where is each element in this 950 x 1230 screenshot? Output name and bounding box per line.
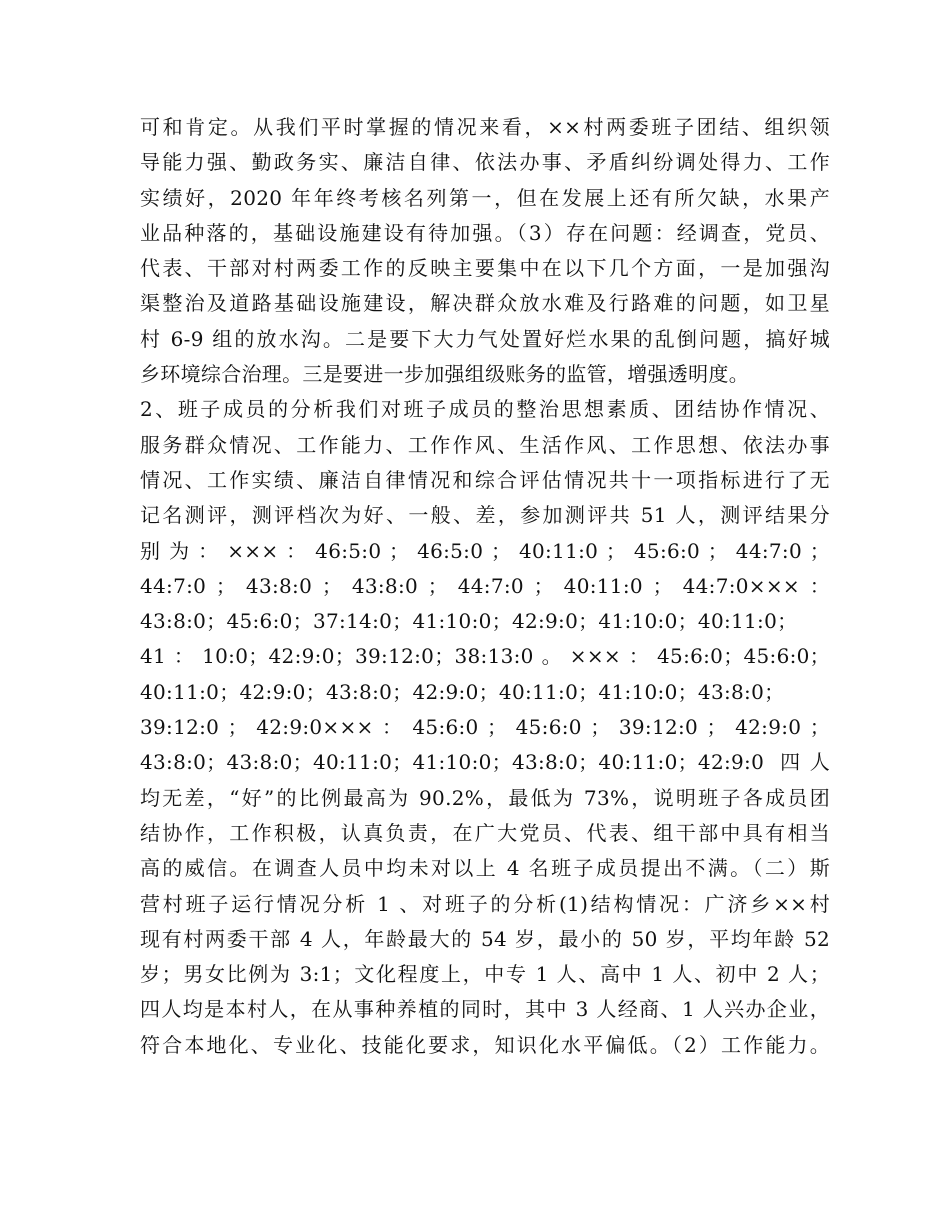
text-line: 高的威信。在调查人员中均未对以上 4 名班子成员提出不满。（二）斯 [140, 856, 830, 881]
text-line: 营村班子运行情况分析 1 、对班子的分析(1)结构情况：广济乡××村 [140, 891, 830, 916]
text-line: 代表、干部对村两委工作的反映主要集中在以下几个方面，一是加强沟 [140, 256, 830, 281]
text-line: 均无差，“好”的比例最高为 90.2%，最低为 73%，说明班子各成员团 [140, 785, 830, 810]
text-line: 40:11:0；42:9:0；43:8:0；42:9:0；40:11:0；41:10:0；43:8:0； [140, 679, 785, 704]
body-text [140, 110, 830, 1063]
text-line: 记名测评，测评档次为好、一般、差，参加测评共 51 人，测评结果分 [140, 503, 830, 528]
text-line: 岁；男女比例为 3:1；文化程度上，中专 1 人、高中 1 人、初中 2 人； [140, 962, 830, 987]
text-line: 服务群众情况、工作能力、工作作风、生活作风、工作思想、依法办事 [140, 432, 830, 457]
text-line: 现有村两委干部 4 人，年龄最大的 54 岁，最小的 50 岁，平均年龄 52 [140, 926, 830, 951]
text-line: 渠整治及道路基础设施建设，解决群众放水难及行路难的问题，如卫星 [140, 291, 830, 316]
text-line: 2、班子成员的分析我们对班子成员的整治思想素质、团结协作情况、 [140, 397, 830, 422]
text-line: 43:8:0；45:6:0；37:14:0；41:10:0；42:9:0；41:10:0；40:11:0； [140, 609, 798, 634]
text-line: 情况、工作实绩、廉洁自律情况和综合评估情况共十一项指标进行了无 [140, 467, 830, 492]
text-line: 业品种落的，基础设施建设有待加强。（3）存在问题：经调查，党员、 [140, 220, 830, 245]
text-line: 结协作，工作积极，认真负责，在广大党员、代表、组干部中具有相当 [140, 820, 830, 845]
text-line: 别 为 ： ××× ： 46:5:0 ； 46:5:0 ； 40:11:0 ； 45:6:0 ； 44:7:0 ； [140, 538, 830, 563]
text-line: 39:12:0 ； 42:9:0××× ： 45:6:0 ； 45:6:0 ； 39:12:0 ； 42:9:0 ； [140, 715, 830, 740]
text-line: 44:7:0 ； 43:8:0 ； 43:8:0 ； 44:7:0 ； 40:11:0 ； 44:7:0××× ： [140, 573, 830, 598]
text-line: 可和肯定。从我们平时掌握的情况来看，××村两委班子团结、组织领 [140, 115, 830, 139]
text-line: 43:8:0；43:8:0；40:11:0；41:10:0；43:8:0；40:11:0；42:9:0 四人 [140, 750, 830, 775]
text-line: 41：10:0；42:9:0；39:12:0；38:13:0。×××：45:6:0；45:6:0； [140, 644, 830, 669]
text-line: 导能力强、勤政务实、廉洁自律、依法办事、矛盾纠纷调处得力、工作 [140, 150, 830, 175]
text-line: 四人均是本村人，在从事种养植的同时，其中 3 人经商、1 人兴办企业， [140, 997, 830, 1022]
text-line: 实绩好，2020 年年终考核名列第一，但在发展上还有所欠缺，水果产 [140, 185, 830, 210]
text-line: 乡环境综合治理。三是要进一步加强组级账务的监管，增强透明度。 [140, 362, 749, 387]
text-line: 符合本地化、专业化、技能化要求，知识化水平偏低。（2）工作能力。 [140, 1032, 830, 1057]
text-line: 村 6-9 组的放水沟。二是要下大力气处置好烂水果的乱倒问题，搞好城 [140, 326, 830, 351]
